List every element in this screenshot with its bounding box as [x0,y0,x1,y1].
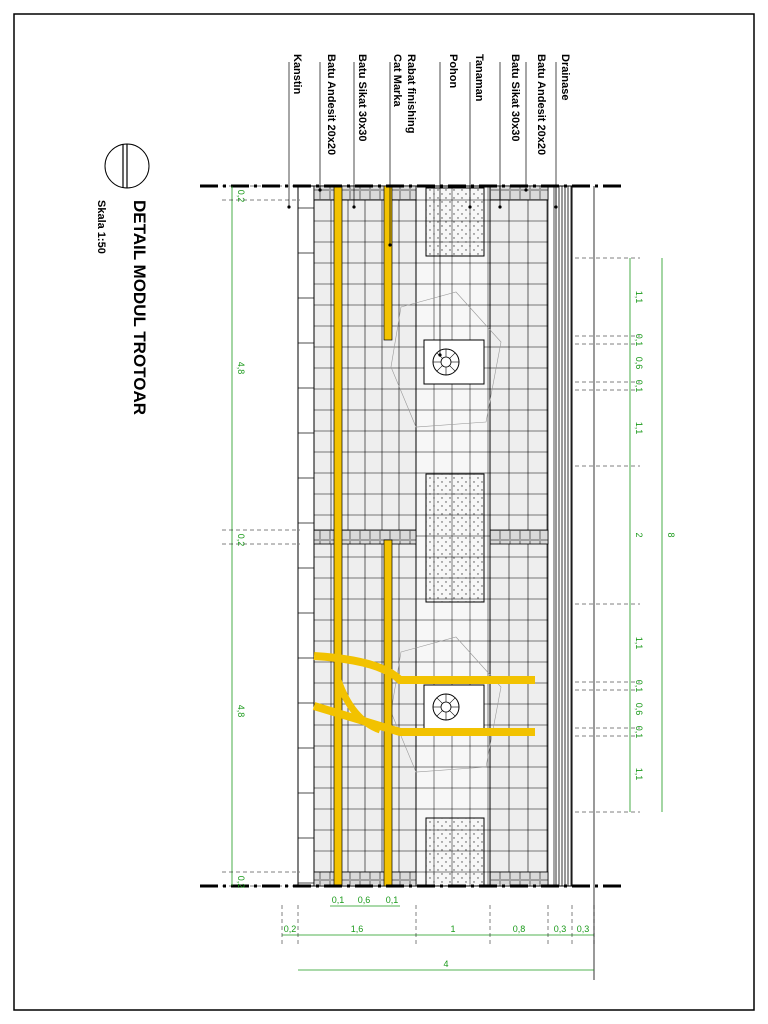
legend-label: Pohon [447,54,459,89]
dimension-value: 0,6 [634,356,644,370]
dimension-value: 0,1 [331,895,345,905]
drawing-title: DETAIL MODUL TROTOAR [130,200,149,416]
legend-label: Batu Sikat 30x30 [509,54,521,142]
dimension-value: 0,1 [634,333,644,347]
dimension-value: 4,8 [236,361,246,375]
tactile-guide-line [384,186,392,340]
dimension-value: 0,6 [357,895,371,905]
leader-dot [438,353,441,356]
legend-label: Tanaman [473,54,485,102]
leader-dot [524,188,527,191]
dimension-value: 0,1 [385,895,399,905]
title-block [95,144,149,415]
dimension-value: 0,3 [576,924,590,934]
dimension-value: 2 [634,532,644,538]
legend-label: Cat Marka [391,54,403,107]
andesit-band [314,530,416,544]
dimension-value: 0,1 [634,725,644,739]
leader-dot [287,205,290,208]
leader-dot [468,205,471,208]
sidewalk-plan [200,186,625,980]
kanstin-strip [298,186,314,886]
dimension-value: 0,8 [512,924,526,934]
dimension-value: 0,1 [634,679,644,693]
tactile-guide-line [384,540,392,886]
legend-label: Batu Andesit 20x20 [535,54,547,156]
legend-label: Batu Andesit 20x20 [325,54,337,156]
leader-dot [318,188,321,191]
drawing-scale: Skala 1:50 [95,200,107,254]
dimension-value: 0,2 [236,533,246,547]
planter-bed [426,474,484,602]
andesit-band [314,872,416,886]
legend-label: Kanstin [291,54,303,95]
legend-label: Drainase [559,54,571,101]
dimension-value: 8 [666,532,676,538]
leader-dot [352,205,355,208]
dimension-value: 1,1 [634,767,644,781]
dimension-value: 0,3 [553,924,567,934]
drainase-edge [548,186,554,886]
legend-label: Batu Sikat 30x30 [356,54,368,142]
planter-bed [426,188,484,256]
dimension-value: 4 [443,959,449,969]
legend-label: Rabat finishing [405,54,417,134]
dimension-value: 0,2 [283,924,297,934]
leader-dot [498,205,501,208]
dimension-value: 1,6 [350,924,364,934]
leader-dot [554,205,557,208]
andesit-band [490,530,548,544]
dimension-value: 1,1 [634,636,644,650]
andesit-band [490,872,548,886]
tactile-guide-line [334,186,342,886]
dimension-value: 0,2 [236,875,246,889]
andesit-band [490,186,548,200]
leader-dot [388,243,391,246]
planter-bed [426,818,484,886]
andesit-band [314,186,416,200]
dimension-value: 0,1 [634,379,644,393]
dimension-value: 1,1 [634,290,644,304]
dimension-value: 0,2 [236,189,246,203]
dimension-value: 4,8 [236,704,246,718]
north-arrow-icon [105,144,149,188]
dimension-value: 1,1 [634,421,644,435]
dimension-value: 0,6 [634,702,644,716]
dimension-value: 1 [450,924,456,934]
